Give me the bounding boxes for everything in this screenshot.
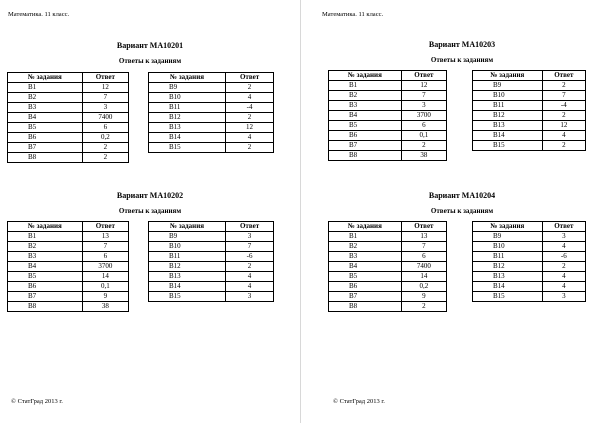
answer-cell: 7	[401, 91, 446, 101]
task-number-cell: B1	[329, 232, 402, 242]
table-row	[149, 123, 274, 133]
table-row	[473, 141, 586, 151]
variant-subtitle: Ответы к заданиям	[430, 56, 494, 64]
answer-cell: 4	[542, 242, 585, 252]
column-header-task: № задания	[473, 71, 543, 81]
task-number-cell: B13	[473, 121, 543, 131]
answers-table-right	[472, 221, 586, 302]
table-row	[8, 83, 129, 93]
task-number-cell: B11	[149, 252, 226, 262]
column-header-task: № задания	[329, 222, 402, 232]
task-number-cell: B3	[8, 103, 83, 113]
table-row	[473, 101, 586, 111]
answer-cell: 3	[401, 101, 446, 111]
task-number-cell: B9	[149, 232, 226, 242]
table-row	[329, 302, 447, 312]
variant-subtitle: Ответы к заданиям	[118, 207, 182, 215]
task-number-cell: B7	[329, 141, 402, 151]
table-row	[149, 272, 274, 282]
answer-cell: 4	[542, 131, 585, 141]
column-header-task: № задания	[8, 73, 83, 83]
task-number-cell: B4	[329, 262, 402, 272]
column-header-answer: Ответ	[401, 71, 446, 81]
table-row	[8, 282, 129, 292]
table-row	[149, 103, 274, 113]
column-header-task: № задания	[8, 222, 83, 232]
table-row	[8, 113, 129, 123]
answer-cell: 3	[542, 292, 585, 302]
table-row	[149, 113, 274, 123]
answer-cell: 2	[226, 113, 274, 123]
column-header-task: № задания	[473, 222, 543, 232]
task-number-cell: B11	[149, 103, 226, 113]
column-header-answer: Ответ	[542, 222, 585, 232]
task-number-cell: B5	[329, 272, 402, 282]
answer-cell: 7	[542, 91, 585, 101]
task-number-cell: B3	[329, 101, 402, 111]
column-header-task: № задания	[329, 71, 402, 81]
task-number-cell: B10	[149, 93, 226, 103]
answer-cell: 6	[401, 121, 446, 131]
answer-cell: 6	[82, 123, 128, 133]
answer-cell: 9	[401, 292, 446, 302]
table-row	[8, 143, 129, 153]
answer-cell: 3	[226, 232, 274, 242]
task-number-cell: B13	[473, 272, 543, 282]
table-row	[329, 91, 447, 101]
table-row	[8, 123, 129, 133]
answer-cell: 4	[226, 282, 274, 292]
table-row	[329, 121, 447, 131]
task-number-cell: B12	[149, 113, 226, 123]
table-row	[329, 232, 447, 242]
variant-subtitle: Ответы к заданиям	[118, 57, 182, 65]
task-number-cell: B1	[329, 81, 402, 91]
answer-cell: 7	[401, 242, 446, 252]
answer-cell: 2	[226, 83, 274, 93]
answer-cell: 7	[82, 242, 128, 252]
task-number-cell: B9	[473, 81, 543, 91]
table-row	[149, 133, 274, 143]
table-row	[473, 292, 586, 302]
task-number-cell: B7	[329, 292, 402, 302]
table-header-row	[473, 71, 586, 81]
table-row	[149, 282, 274, 292]
answer-cell: 4	[226, 93, 274, 103]
table-row	[473, 81, 586, 91]
answer-cell: 2	[82, 143, 128, 153]
page-divider	[300, 0, 301, 423]
variant-title: Вариант МА10202	[116, 191, 184, 200]
column-header-task: № задания	[149, 222, 226, 232]
table-row	[329, 81, 447, 91]
table-row	[149, 252, 274, 262]
table-row	[473, 131, 586, 141]
column-header-answer: Ответ	[401, 222, 446, 232]
answer-cell: 4	[226, 133, 274, 143]
task-number-cell: B15	[149, 143, 226, 153]
task-number-cell: B3	[329, 252, 402, 262]
table-header-row	[149, 73, 274, 83]
variant-subtitle: Ответы к заданиям	[430, 207, 494, 215]
answer-cell: 6	[82, 252, 128, 262]
answers-table-right	[472, 70, 586, 151]
answer-cell: 2	[401, 302, 446, 312]
table-row	[8, 232, 129, 242]
table-row	[329, 262, 447, 272]
answer-cell: 3700	[82, 262, 128, 272]
answer-cell: 3700	[401, 111, 446, 121]
table-row	[473, 111, 586, 121]
answers-table-right	[148, 72, 274, 153]
page-header: Математика. 11 класс.	[8, 11, 70, 18]
answer-cell: 4	[542, 282, 585, 292]
answer-cell: 14	[401, 272, 446, 282]
table-row	[329, 242, 447, 252]
task-number-cell: B9	[473, 232, 543, 242]
table-header-row	[8, 73, 129, 83]
table-row	[329, 252, 447, 262]
task-number-cell: B10	[149, 242, 226, 252]
answer-cell: 12	[542, 121, 585, 131]
task-number-cell: B2	[329, 91, 402, 101]
answer-cell: 2	[542, 262, 585, 272]
task-number-cell: B5	[8, 272, 83, 282]
table-header-row	[149, 222, 274, 232]
table-header-row	[473, 222, 586, 232]
answer-cell: 2	[401, 141, 446, 151]
answer-cell: 0,1	[82, 282, 128, 292]
task-number-cell: B8	[8, 153, 83, 163]
answer-cell: 7400	[82, 113, 128, 123]
task-number-cell: B7	[8, 143, 83, 153]
answer-cell: 0,1	[401, 131, 446, 141]
task-number-cell: B14	[149, 282, 226, 292]
table-row	[329, 272, 447, 282]
table-row	[329, 131, 447, 141]
answers-table-left	[7, 221, 129, 312]
task-number-cell: B8	[329, 302, 402, 312]
task-number-cell: B9	[149, 83, 226, 93]
answer-cell: 3	[542, 232, 585, 242]
document-page-right	[300, 0, 600, 423]
task-number-cell: B8	[329, 151, 402, 161]
table-row	[149, 93, 274, 103]
answer-cell: 6	[401, 252, 446, 262]
answers-table-left	[7, 72, 129, 163]
table-row	[8, 252, 129, 262]
task-number-cell: B14	[473, 131, 543, 141]
task-number-cell: B5	[329, 121, 402, 131]
table-row	[329, 101, 447, 111]
table-row	[473, 252, 586, 262]
task-number-cell: B12	[149, 262, 226, 272]
answer-cell: 2	[542, 141, 585, 151]
task-number-cell: B2	[329, 242, 402, 252]
answer-cell: 2	[226, 143, 274, 153]
answer-cell: 0,2	[401, 282, 446, 292]
task-number-cell: B7	[8, 292, 83, 302]
answer-cell: 4	[542, 272, 585, 282]
table-header-row	[329, 71, 447, 81]
table-row	[8, 153, 129, 163]
column-header-answer: Ответ	[542, 71, 585, 81]
task-number-cell: B1	[8, 83, 83, 93]
task-number-cell: B14	[149, 133, 226, 143]
table-row	[149, 262, 274, 272]
task-number-cell: B12	[473, 111, 543, 121]
table-row	[8, 262, 129, 272]
table-row	[8, 272, 129, 282]
table-row	[473, 121, 586, 131]
table-row	[8, 93, 129, 103]
task-number-cell: B5	[8, 123, 83, 133]
page-header: Математика. 11 класс.	[322, 11, 384, 18]
table-row	[329, 282, 447, 292]
answers-table-right	[148, 221, 274, 302]
task-number-cell: B13	[149, 272, 226, 282]
task-number-cell: B14	[473, 282, 543, 292]
answer-cell: 2	[542, 81, 585, 91]
answers-table-left	[328, 70, 447, 161]
page-footer: © СтатГрад 2013 г.	[333, 398, 385, 405]
task-number-cell: B15	[149, 292, 226, 302]
task-number-cell: B13	[149, 123, 226, 133]
answer-cell: 13	[82, 232, 128, 242]
task-number-cell: B11	[473, 252, 543, 262]
table-row	[473, 91, 586, 101]
variant-title: Вариант МА10201	[116, 41, 184, 50]
task-number-cell: B15	[473, 141, 543, 151]
answer-cell: 2	[542, 111, 585, 121]
table-row	[149, 143, 274, 153]
column-header-answer: Ответ	[82, 222, 128, 232]
answer-cell: 0,2	[82, 133, 128, 143]
task-number-cell: B4	[329, 111, 402, 121]
variant-title: Вариант МА10204	[428, 191, 496, 200]
table-row	[473, 262, 586, 272]
table-row	[329, 151, 447, 161]
answer-cell: -6	[542, 252, 585, 262]
table-row	[149, 83, 274, 93]
table-row	[8, 242, 129, 252]
task-number-cell: B6	[8, 282, 83, 292]
task-number-cell: B10	[473, 242, 543, 252]
table-row	[329, 111, 447, 121]
task-number-cell: B2	[8, 242, 83, 252]
column-header-task: № задания	[149, 73, 226, 83]
answer-cell: 3	[226, 292, 274, 302]
answer-cell: 12	[82, 83, 128, 93]
task-number-cell: B10	[473, 91, 543, 101]
task-number-cell: B12	[473, 262, 543, 272]
task-number-cell: B8	[8, 302, 83, 312]
answer-cell: 12	[226, 123, 274, 133]
table-row	[8, 302, 129, 312]
task-number-cell: B6	[8, 133, 83, 143]
page-footer: © СтатГрад 2013 г.	[11, 398, 63, 405]
answer-cell: 7400	[401, 262, 446, 272]
answer-cell: 14	[82, 272, 128, 282]
answer-cell: 38	[401, 151, 446, 161]
table-row	[8, 292, 129, 302]
answer-cell: 7	[82, 93, 128, 103]
answer-cell: 3	[82, 103, 128, 113]
answer-cell: -4	[226, 103, 274, 113]
table-row	[149, 292, 274, 302]
task-number-cell: B1	[8, 232, 83, 242]
variant-title: Вариант МА10203	[428, 40, 496, 49]
answer-cell: 9	[82, 292, 128, 302]
answer-cell: 38	[82, 302, 128, 312]
column-header-answer: Ответ	[226, 222, 274, 232]
table-header-row	[329, 222, 447, 232]
table-row	[473, 232, 586, 242]
task-number-cell: B4	[8, 113, 83, 123]
task-number-cell: B2	[8, 93, 83, 103]
task-number-cell: B4	[8, 262, 83, 272]
answer-cell: 12	[401, 81, 446, 91]
table-row	[8, 103, 129, 113]
table-row	[149, 242, 274, 252]
table-row	[329, 292, 447, 302]
answer-cell: 2	[226, 262, 274, 272]
answer-cell: 7	[226, 242, 274, 252]
column-header-answer: Ответ	[226, 73, 274, 83]
task-number-cell: B11	[473, 101, 543, 111]
answers-table-left	[328, 221, 447, 312]
table-row	[473, 282, 586, 292]
table-row	[473, 272, 586, 282]
table-row	[473, 242, 586, 252]
answer-cell: -6	[226, 252, 274, 262]
answer-cell: 2	[82, 153, 128, 163]
task-number-cell: B3	[8, 252, 83, 262]
table-row	[8, 133, 129, 143]
table-header-row	[8, 222, 129, 232]
task-number-cell: B6	[329, 131, 402, 141]
column-header-answer: Ответ	[82, 73, 128, 83]
answer-cell: -4	[542, 101, 585, 111]
answer-cell: 4	[226, 272, 274, 282]
answer-cell: 13	[401, 232, 446, 242]
table-row	[329, 141, 447, 151]
task-number-cell: B6	[329, 282, 402, 292]
table-row	[149, 232, 274, 242]
task-number-cell: B15	[473, 292, 543, 302]
